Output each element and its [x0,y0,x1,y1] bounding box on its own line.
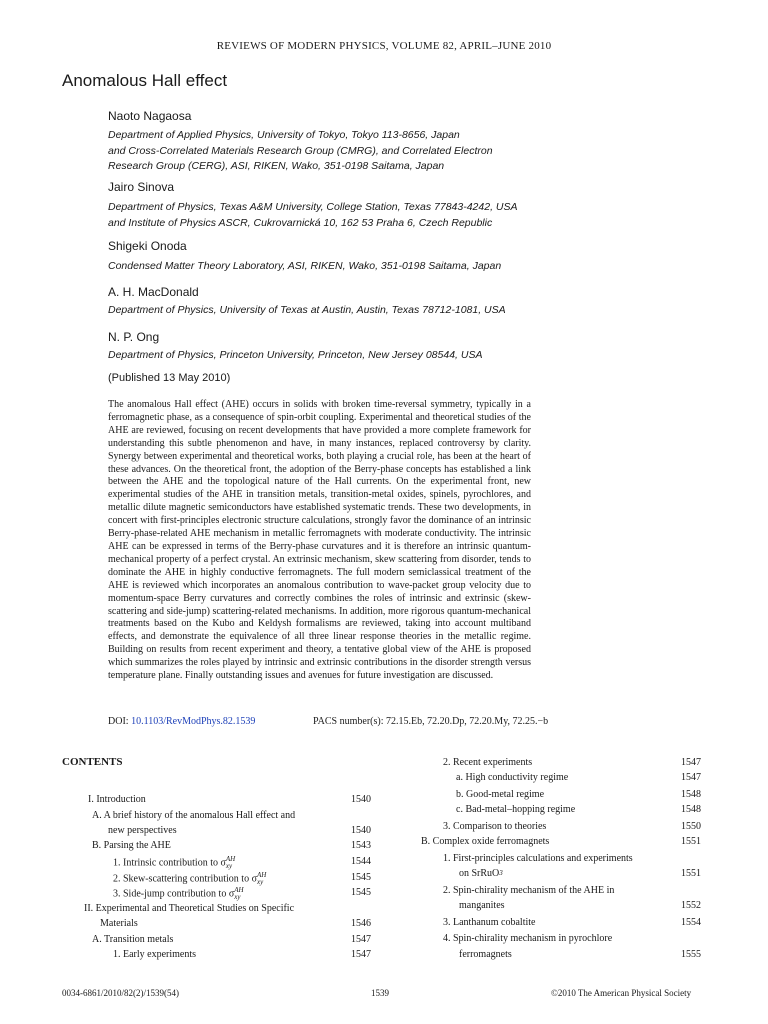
toc-entry-script: AH xy [234,886,244,901]
toc-entry[interactable] [456,772,568,783]
toc-entry-label: 1. Early experiments [113,949,197,960]
author-affiliation: Department of Applied Physics, University of Tokyo, Tokyo 113-8656, Japan and Cross-Correlated Materials Research Group (CMRG), and Correlated Electron Research Group (CERG), ASI, RIKEN, Wako, 351-0198 Saitama, Japan [108,129,493,172]
toc-entry-label: c. Bad-metal–hopping regime [456,804,576,815]
toc-entry-label: 2. Skew-scattering contribution to σ [113,873,257,885]
toc-entry-label: a. High conductivity regime [456,772,569,783]
toc-entry-page: 1540 [351,825,371,836]
toc-entry[interactable] [459,949,512,960]
toc-entry-label: 3. Side-jump contribution to σ [113,888,235,900]
toc-entry[interactable] [113,887,244,901]
toc-entry-label: ferromagnets [459,949,512,960]
author-name: Jairo Sinova [108,180,175,194]
toc-entry-label: 4. Spin-chirality mechanism in pyrochlore [443,933,613,944]
toc-entry-label: B. Complex oxide ferromagnets [421,836,550,847]
toc-entry[interactable] [421,836,549,847]
toc-entry-label: new perspectives [108,825,177,836]
toc-entry-page: 1555 [681,949,701,960]
toc-entry-label: B. Parsing the AHE [92,840,171,851]
toc-entry[interactable] [113,872,266,886]
toc-entry-label: I. Introduction [88,794,146,805]
toc-entry-label: 1. First-principles calculations and experiments [443,853,633,864]
author-affiliation: Department of Physics, Princeton University, Princeton, New Jersey 08544, USA [108,349,483,361]
toc-entry-label: b. Good-metal regime [456,789,545,800]
toc-entry-label: 3. Lanthanum cobaltite [443,917,536,928]
journal-header: REVIEWS OF MODERN PHYSICS, VOLUME 82, APRIL–JUNE 2010 [216,40,552,52]
author-name: Naoto Nagaosa [108,109,192,123]
author-affiliation: Department of Physics, University of Texas at Austin, Austin, Texas 78712-1081, USA [108,304,506,316]
toc-entry-page: 1547 [351,934,371,945]
toc-entry-page: 1543 [351,840,371,851]
abstract: The anomalous Hall effect (AHE) occurs in solids with broken time-reversal symmetry, typically in a ferromagnetic phase, as a consequence of spin-orbit coupling. Experimental and theoretical studies of the AHE are reviewed, focusing on recent developments that have provided a more complete framework for understanding this subtle phenomenon and have, in many instances, replaced controversy by clarity. Synergy between experimental and theoretical works, both playing a crucial role, has been at the heart of these advances. On the theoretical front, the adoption of the Berry-phase concepts has established a link between the AHE and the topological nature of the Hall currents. On the experimental front, new experimental studies of the AHE in transition metals, transition-metal oxides, spinels, pyrochlores, and metallic dilute magnetic semiconductors have established systematic trends. These two developments, in concert with first-principles electronic structure calculations, strongly favor the dominance of an intrinsic Berry-phase-related AHE mechanism in metallic ferromagnets with moderate conductivity. The intrinsic AHE can be expressed in terms of the Berry-phase curvatures and it is therefore an intrinsic quantum-mechanical property of a perfect crystal. An extrinsic mechanism, skew scattering from disorder, tends to dominate the AHE in highly conductive ferromagnets. The full modern semiclassical treatment of the AHE is reviewed which incorporates an anomalous contribution to wave-packet group velocity due to momentum-space Berry curvatures and correctly combines the roles of intrinsic and extrinsic (skew-scattering and side-jump) scattering-related mechanisms. In addition, more rigorous quantum-mechanical treatments based on the Kubo and Keldysh formalisms are reviewed, taking into account multiband effects, and demonstrate the equivalence of all three linear response theories in the metallic regime. Building on results from recent experiment and theory, a tentative global view of the AHE is proposed which summarizes the roles played by intrinsic and extrinsic contributions in the disorder strength versus temperature plane. Finally outstanding issues and avenues for future investigation are discussed. [108,399,531,682]
doi-label: DOI: [108,716,132,727]
author-affiliation: Condensed Matter Theory Laboratory, ASI, RIKEN, Wako, 351-0198 Saitama, Japan [108,260,502,272]
copyright: ©2010 The American Physical Society [551,988,692,998]
toc-entry[interactable] [92,840,171,851]
toc-entry-script: AH xy [256,871,267,886]
toc-entry-page: 1546 [351,918,371,929]
toc-entry[interactable] [443,885,614,896]
doi-link[interactable]: 10.1103/RevModPhys.82.1539 [131,716,256,727]
toc-entry[interactable] [113,949,196,960]
toc-entry-label: Materials [100,918,138,929]
toc-entry[interactable] [443,853,633,864]
toc-entry-page: 1540 [351,794,371,805]
toc-entry[interactable] [456,804,575,815]
toc-entry[interactable] [113,856,235,870]
toc-entry[interactable] [108,825,177,836]
toc-entry-page: 1547 [681,757,701,768]
toc-entry-page: 1551 [681,868,701,879]
article-title: Anomalous Hall effect [62,71,228,90]
toc-entry[interactable] [84,903,294,914]
toc-entry-page: 1551 [681,836,701,847]
author-name: A. H. MacDonald [108,285,199,299]
toc-entry-label: A. A brief history of the anomalous Hall effect and [92,810,296,821]
author-affiliation: Department of Physics, Texas A&M University, College Station, Texas 77843-4242, USA and Institute of Physics ASCR, Cukrovarnická 10, 162 53 Praha 6, Czech Republic [108,201,518,229]
toc-entry[interactable] [100,918,138,929]
author-name: N. P. Ong [108,330,160,344]
toc-entry-page: 1548 [681,804,701,815]
doi-row [108,716,549,727]
footer-code: 0034-6861/2010/82(2)/1539(54) [62,988,179,998]
toc-entry[interactable] [443,917,535,928]
toc-entry[interactable] [92,810,295,821]
toc-entry[interactable] [459,900,505,911]
author-name: Shigeki Onoda [108,239,187,253]
page-number: 1539 [371,988,389,998]
toc-entry-page: 1545 [351,887,371,898]
toc-entry-label: II. Experimental and Theoretical Studies on Specific [84,903,295,914]
toc-entry-page: 1550 [681,821,701,832]
toc-entry-label: 3. Comparison to theories [443,821,547,832]
toc-entry-page: 1545 [351,872,371,883]
toc-entry[interactable] [456,789,544,800]
toc-entry[interactable] [92,934,173,945]
published-date: (Published 13 May 2010) [108,372,231,384]
toc-entry-label: 1. Intrinsic contribution to σ [113,857,226,869]
toc-entry[interactable] [443,757,532,768]
toc-entry-label: 2. Recent experiments [443,757,533,768]
toc-entry-script: AH xy [225,855,236,870]
toc-entry-label: A. Transition metals [92,934,174,945]
toc-entry-page: 1548 [681,789,701,800]
toc-entry[interactable] [88,794,146,805]
toc-entry-label: on SrRuO [459,868,500,879]
pacs-numbers: PACS number(s): 72.15.Eb, 72.20.Dp, 72.20.My, 72.25.−b [313,716,549,727]
toc-entry-label: manganites [459,900,505,911]
toc-entry[interactable] [443,933,612,944]
toc-entry[interactable] [443,821,546,832]
toc-entry-page: 1544 [351,856,371,867]
toc-entry-script: 3 [499,869,503,878]
contents-heading: CONTENTS [62,756,123,768]
toc-entry-page: 1547 [681,772,701,783]
toc-entry[interactable] [459,868,503,879]
toc-entry-label: 2. Spin-chirality mechanism of the AHE in [443,885,615,896]
toc-entry-page: 1552 [681,900,701,911]
toc-entry-page: 1554 [681,917,701,928]
toc-entry-page: 1547 [351,949,371,960]
